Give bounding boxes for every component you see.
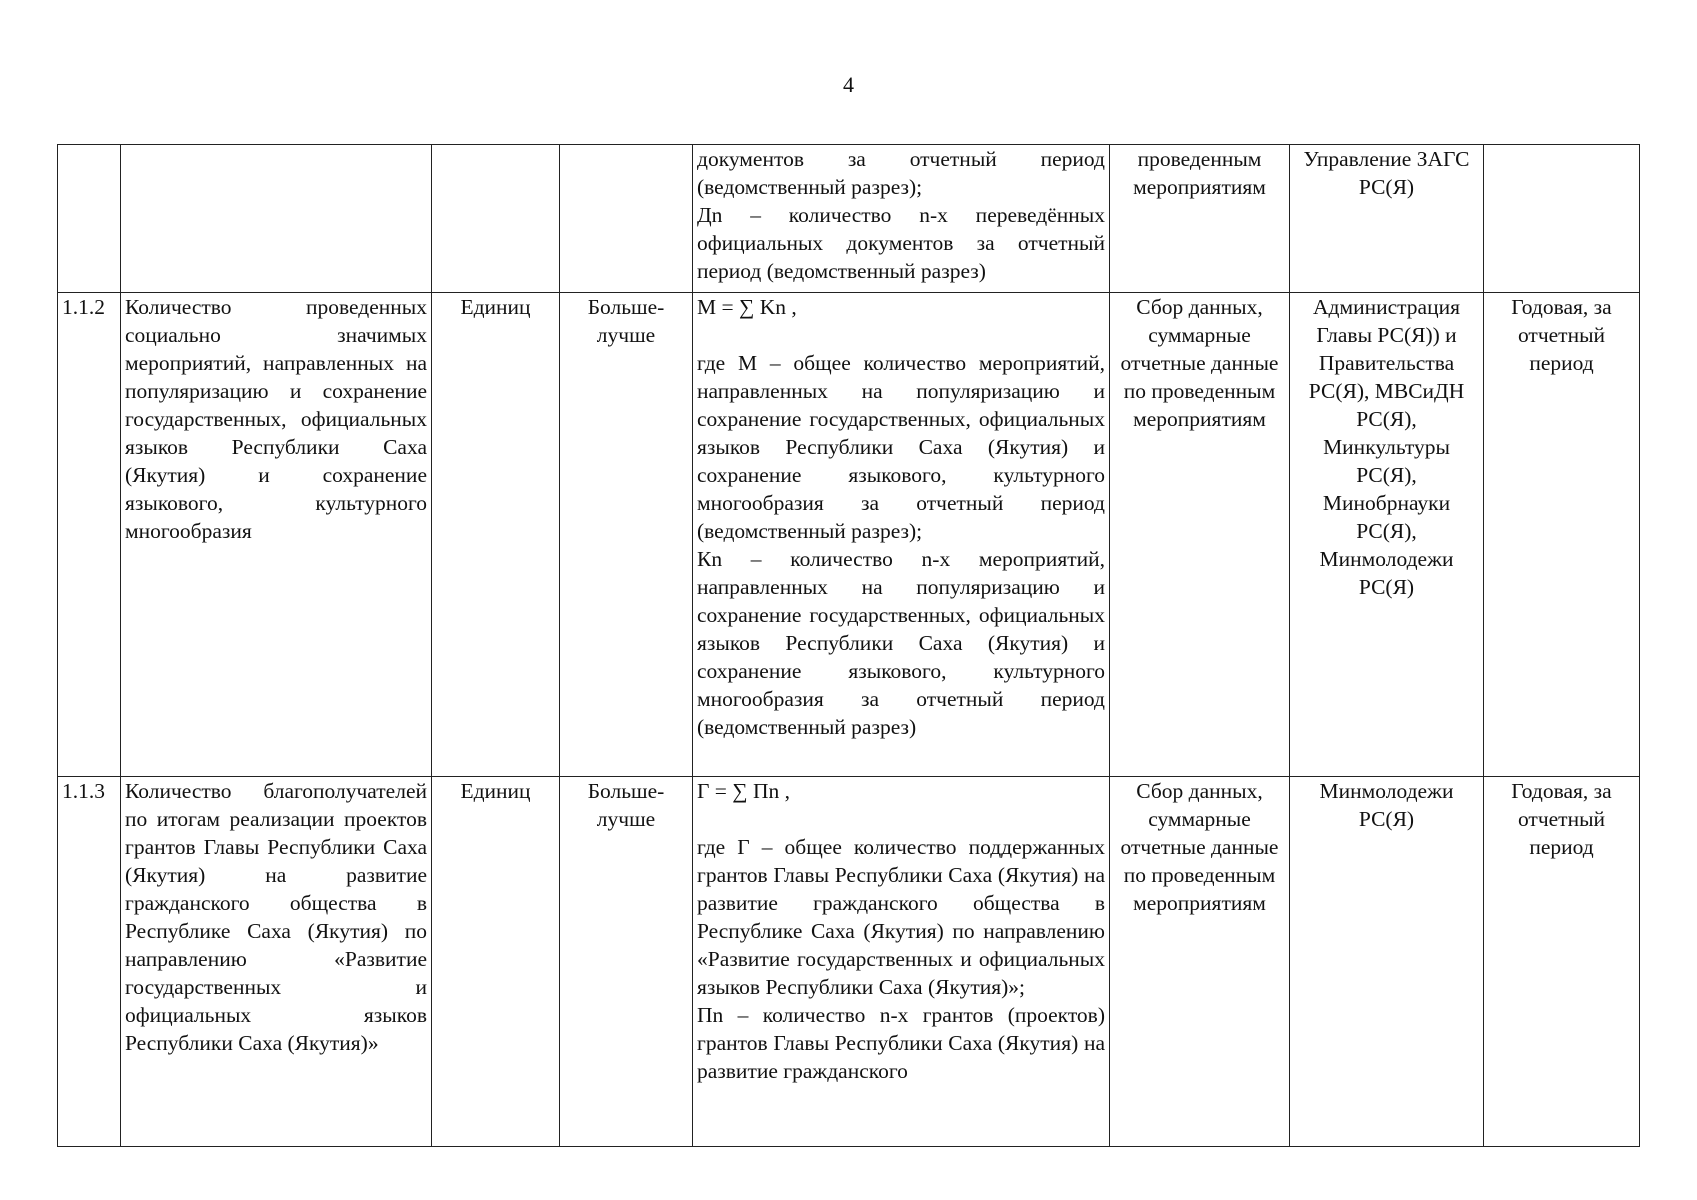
responsible-cell: Администрация Главы РС(Я)) и Правительства РС(Я), МВСиДН РС(Я), Минкультуры РС(Я), Минобрнауки РС(Я), Минмолодежи РС(Я) [1290, 293, 1484, 777]
row-number: 1.1.2 [58, 293, 121, 777]
period-cell: Годовая, за отчетный период [1484, 293, 1640, 777]
unit-cell: Единиц [432, 293, 560, 777]
formula-description: где Г – общее количество поддержанных грантов Главы Республики Саха (Якутия) на развитие гражданского общества в Республике Саха (Якутия) по направлению «Развитие государственных и официальных языков Республики Саха (Якутия)»; [697, 835, 1105, 999]
formula-expression: M = ∑ Kn , [697, 295, 797, 319]
formula-description: Пn – количество n-х грантов (проектов) грантов Главы Республики Саха (Якутия) на развитие гражданского [697, 1003, 1105, 1083]
formula-cell [693, 145, 1110, 293]
formula-cell [693, 293, 1110, 777]
formula-expression: Г = ∑ Пn , [697, 779, 791, 803]
indicator-name: Количество проведенных социально значимых мероприятий, направленных на популяризацию и сохранение государственных, официальных языков Республики Саха (Якутия) и сохранение языкового, культурного многообразия [121, 293, 432, 777]
row-number: 1.1.3 [58, 777, 121, 1147]
period-cell: Годовая, за отчетный период [1484, 777, 1640, 1147]
row-number [58, 145, 121, 293]
data-source-cell: Сбор данных, суммарные отчетные данные по проведенным мероприятиям [1110, 293, 1290, 777]
formula-description: документов за отчетный период (ведомственный разрез); [697, 147, 1105, 199]
data-source-cell: проведенным мероприятиям [1110, 145, 1290, 293]
data-source-cell: Сбор данных, суммарные отчетные данные по проведенным мероприятиям [1110, 777, 1290, 1147]
indicator-name [121, 145, 432, 293]
table-row [58, 145, 1640, 293]
unit-cell [432, 145, 560, 293]
trend-cell: Больше-лучше [560, 293, 693, 777]
formula-description: где М – общее количество мероприятий, направленных на популяризацию и сохранение государственных, официальных языков Республики Саха (Якутия) и сохранение языкового, культурного многообразия за отчетный период (ведомственный разрез); [697, 351, 1105, 543]
indicator-table [57, 144, 1640, 1147]
responsible-cell: Минмолодежи РС(Я) [1290, 777, 1484, 1147]
page-number: 4 [843, 72, 854, 97]
period-cell [1484, 145, 1640, 293]
trend-cell: Больше-лучше [560, 777, 693, 1147]
formula-description: Кn – количество n-х мероприятий, направленных на популяризацию и сохранение государственных, официальных языков Республики Саха (Якутия) и сохранение языкового, культурного многообразия за отчетный период (ведомственный разрез) [697, 547, 1105, 739]
trend-cell [560, 145, 693, 293]
formula-cell [693, 777, 1110, 1147]
table-row [58, 777, 1640, 1147]
unit-cell: Единиц [432, 777, 560, 1147]
table-row [58, 293, 1640, 777]
indicator-name: Количество благополучателей по итогам реализации проектов грантов Главы Республики Саха (Якутия) на развитие гражданского общества в Республике Саха (Якутия) по направлению «Развитие государственных и официальных языков Республики Саха (Якутия)» [121, 777, 432, 1147]
responsible-cell: Управление ЗАГС РС(Я) [1290, 145, 1484, 293]
formula-description: Дn – количество n-х переведённых официальных документов за отчетный период (ведомственный разрез) [697, 203, 1105, 283]
